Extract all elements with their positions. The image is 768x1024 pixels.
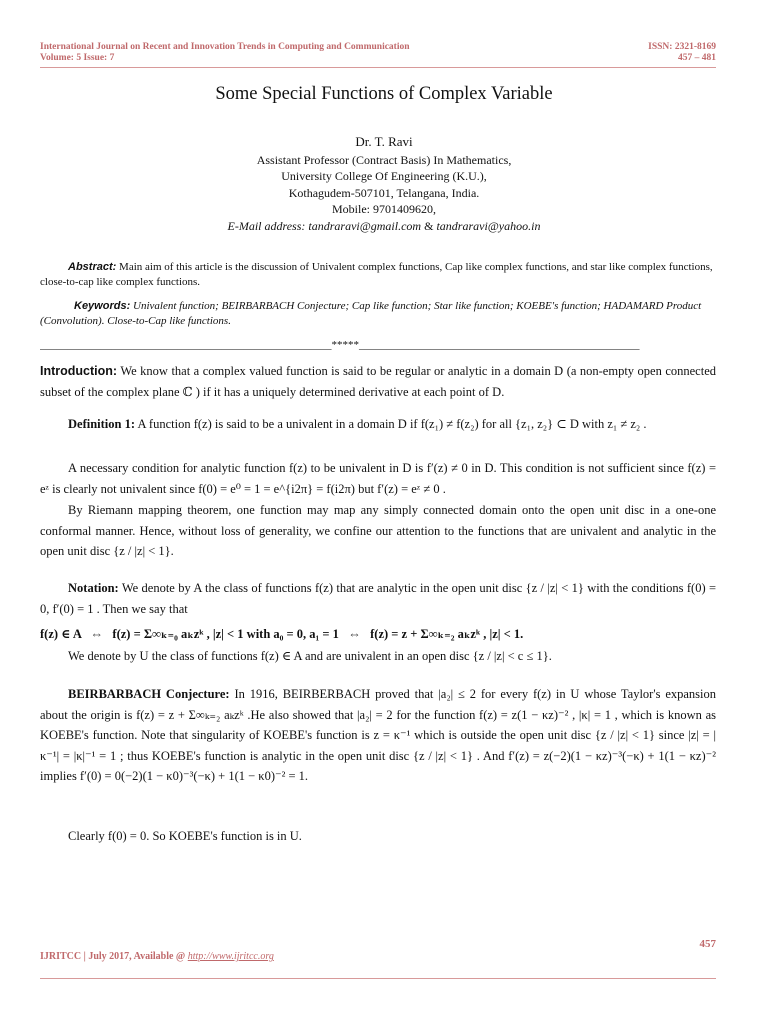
issn: ISSN: 2321-8169 [648,42,716,52]
notation [40,578,716,619]
class-u-definition: We denote by U the class of functions f(z) ∈ A and are univalent in an open disc {z / |z| < c ≤ 1}. [68,649,552,663]
email-label: E-Mail address: [227,218,306,233]
journal-name: International Journal on Recent and Innovation Trends in Computing and Communication [40,42,410,52]
email-secondary[interactable]: tandraravi@yahoo.in [436,218,541,233]
paper-title: Some Special Functions of Complex Variable [215,84,553,104]
keywords-label: Keywords: [74,300,131,312]
introduction [40,361,716,402]
keywords [40,299,716,329]
keywords-text: Univalent function; BEIRBARBACH Conjecture; Cap like function; Star like function; KOEBE's function; HADAMARD Product (Convolution). Close-to-Cap like functions. [40,300,702,327]
necessary-condition: A necessary condition for analytic function f(z) to be univalent in D is f′(z) ≠ 0 in D. This condition is not sufficient since f(z) = eᶻ is clearly not univalent since f(0) = e⁰ = 1 = e^{i2π} = f(i2π) but f′(z) = eᶻ ≠ 0 . [40,461,716,496]
conjecture-label: BEIRBARBACH Conjecture: [68,687,230,701]
section-separator: _____________________________________________________*****___________________________________________________ [40,339,640,351]
email-ampersand: & [424,218,434,233]
footer-url-link[interactable]: http://www.ijritcc.org [187,951,274,962]
author-address: Kothagudem-507101, Telangana, India. [288,185,480,200]
notation-text: We denote by A the class of functions f(z) that are analytic in the open unit disc {z / |z| < 1} with the conditions f(0) = 0, f′(0) = 1 . Then we say that [40,581,717,616]
page-range: 457 – 481 [678,53,716,63]
author-mobile: Mobile: 9701409620, [332,202,436,216]
notation-label: Notation: [68,581,119,595]
abstract-label: Abstract: [68,261,117,273]
header-left [40,42,410,64]
footer-rule [40,978,716,979]
author-block [0,134,768,234]
journal-volume: Volume: 5 Issue: 7 [40,53,115,63]
riemann-paragraph: By Riemann mapping theorem, one function may map any simply connected domain onto the open unit disc in a one-one conformal manner. Hence, without loss of generality, we confine our attention to the functions that are univalent and analytic in the open unit disc {z / |z| < 1}. [40,503,716,558]
abstract [40,260,716,290]
conjecture [40,684,716,787]
header-rule [40,67,716,68]
page-number: 457 [699,938,716,950]
author-name: Dr. T. Ravi [355,134,413,149]
definition-text: A function f(z) is said to be a univalent in a domain D if f(z₁) ≠ f(z₂) for all {z₁, z₂} ⊂ D with z₁ ≠ z₂ . [137,417,647,431]
footer [40,951,274,962]
author-affiliation: Assistant Professor (Contract Basis) In Mathematics, [256,152,512,167]
definition-1 [40,414,716,435]
intro-label: Introduction: [40,364,118,378]
footer-text: IJRITCC | July 2017, Available @ [40,951,186,962]
abstract-text: Main aim of this article is the discussion of Univalent complex functions, Cap like complex functions, and star like complex functions, close-to-cap like complex functions. [40,261,713,288]
definition-label: Definition 1: [68,417,136,431]
header-right [648,42,716,64]
intro-text: We know that a complex valued function is said to be regular or analytic in a domain D (a non-empty open connected subset of the complex plane ℂ ) if it has a uniquely determined derivative at each point of D. [40,364,716,399]
author-college: University College Of Engineering (K.U.), [281,169,487,183]
author-email [0,218,768,235]
notation-equation: f(z) ∈ A ⇔ f(z) = Σ∞ₖ₌₀ aₖzᵏ , |z| < 1 with a₀ = 0, a₁ = 1 ⇔ f(z) = z + Σ∞ₖ₌₂ aₖzᵏ , |z| < 1. [40,627,524,641]
clearly-statement: Clearly f(0) = 0. So KOEBE's function is in U. [68,829,302,843]
conjecture-text: In 1916, BEIRBERBACH proved that |a₂| ≤ 2 for every f(z) in U whose Taylor's expansion about the origin is f(z) = z + Σ∞ₖ₌₂ aₖzᵏ .He also showed that |a₂| = 2 for the function f(z) = z(1 − κz)⁻² , |κ| = 1 , which is known as KOEBE's function. Note that singularity of KOEBE's function is z = κ⁻¹ which is outside the open unit disc {z / |z| < 1} since |z| = |κ⁻¹| = |κ|⁻¹ = 1 ; thus KOEBE's function is analytic in the open unit disc {z / |z| < 1} . And f′(z) = z(−2)(1 − κz)⁻³(−κ) + 1(1 − κz)⁻² implies f′(0) = 0(−2)(1 − κ0)⁻³(−κ) + 1(1 − κ0)⁻² = 1. [40,687,717,783]
email-primary[interactable]: tandraravi@gmail.com [308,218,422,233]
